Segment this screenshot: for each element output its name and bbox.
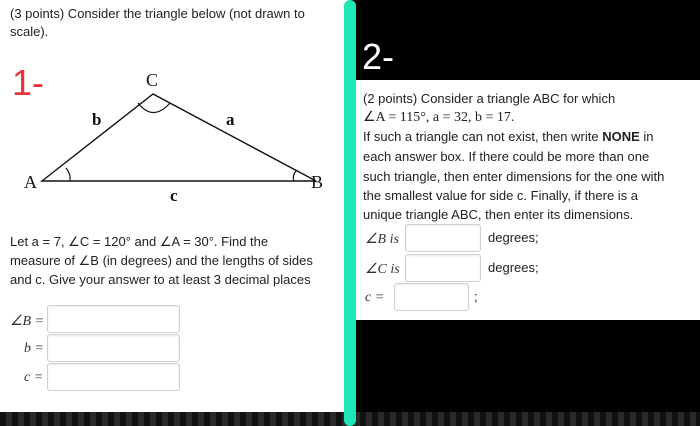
problem1-question-line3: and c. Give your answer to at least 3 decimal places xyxy=(10,272,311,287)
side-c-label: c xyxy=(170,186,178,205)
vertex-B-label: B xyxy=(311,172,324,192)
vertex-A-label: A xyxy=(24,172,37,192)
angle-B-input[interactable] xyxy=(47,305,180,333)
problem2-line4: each answer box. If there could be more than one xyxy=(363,149,650,164)
triangle-shape xyxy=(42,94,316,181)
side-c-answer-label: c = xyxy=(365,290,385,305)
angle-B-field-label: ∠B = xyxy=(10,314,45,329)
problem2-line3-end: in xyxy=(639,129,654,144)
side-b-field-label: b = xyxy=(24,341,44,356)
side-a-label: a xyxy=(226,110,235,129)
side-b-label: b xyxy=(92,110,102,129)
angle-B-answer-input[interactable] xyxy=(405,224,481,252)
right-problem-panel xyxy=(353,80,700,320)
problem2-line6: the smallest value for side c. Finally, if there is a xyxy=(363,188,639,203)
angle-C-units: degrees; xyxy=(488,260,539,275)
problem1-header-line1: (3 points) Consider the triangle below (not drawn to xyxy=(10,6,305,21)
right-top-black-area xyxy=(350,0,700,78)
problem2-annotation: 2- xyxy=(362,36,395,77)
none-keyword: NONE xyxy=(602,129,640,144)
problem1-annotation: 1- xyxy=(12,62,45,103)
problem2-line3 xyxy=(363,127,653,147)
side-c-field-label: c = xyxy=(24,370,44,385)
problem2-line5: such triangle, then enter dimensions for the one with xyxy=(363,169,665,184)
green-highlight-divider xyxy=(344,0,356,426)
problem2-line7: unique triangle ABC, then enter its dimensions. xyxy=(363,207,634,222)
problem1-question-line1: Let a = 7, ∠C = 120° and ∠A = 30°. Find the xyxy=(10,234,269,249)
angle-C-answer-input[interactable] xyxy=(405,254,481,282)
side-c-answer-input[interactable] xyxy=(394,283,469,311)
side-c-input[interactable] xyxy=(47,363,180,391)
problem2-given-values: ∠A = 115°, a = 32, b = 17. xyxy=(363,110,515,125)
problem2-line3-text: If such a triangle can not exist, then write xyxy=(363,129,603,144)
angle-C-is-label: ∠C is xyxy=(365,262,400,277)
angle-B-is-label: ∠B is xyxy=(365,232,399,247)
problem1-header-line2: scale). xyxy=(10,24,49,39)
vertex-C-label: C xyxy=(146,70,159,90)
side-c-suffix: ; xyxy=(474,289,478,304)
left-problem-panel xyxy=(0,0,350,412)
problem2-line1: (2 points) Consider a triangle ABC for which xyxy=(363,91,616,106)
problem1-question-line2: measure of ∠B (in degrees) and the lengths of sides xyxy=(10,253,313,268)
angle-B-units: degrees; xyxy=(488,230,539,245)
side-b-input[interactable] xyxy=(47,334,180,362)
angle-arc-C xyxy=(138,103,170,113)
angle-arc-A xyxy=(66,168,70,181)
angle-arc-B xyxy=(293,171,296,181)
